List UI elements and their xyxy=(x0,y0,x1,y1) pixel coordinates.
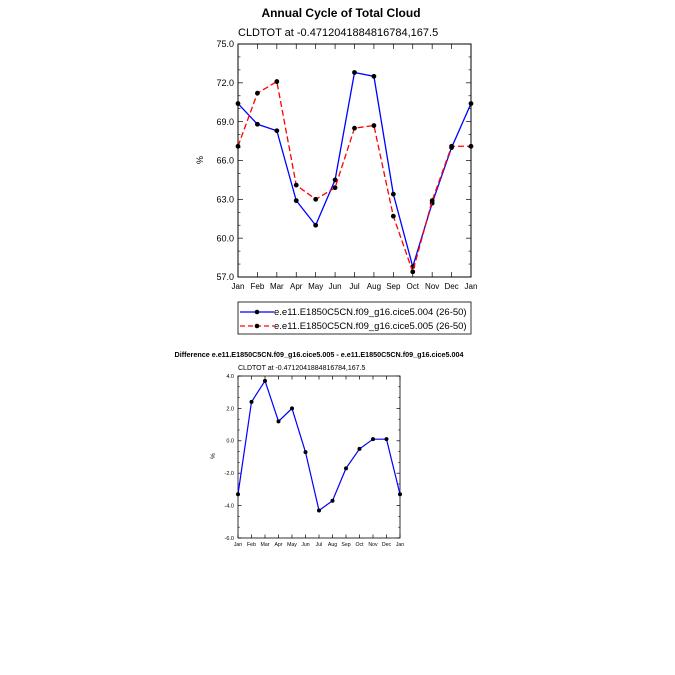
chart1-series-1-point xyxy=(469,101,474,106)
chart2-ytick-label: -2.0 xyxy=(224,471,234,478)
chart1-xtick-label: Jan xyxy=(464,282,478,291)
chart2-xtick-label: Apr xyxy=(274,542,283,548)
chart2-series-1-point xyxy=(250,400,254,404)
chart2-xtick-label: Jun xyxy=(301,542,310,548)
chart2-ytick-label: -6.0 xyxy=(224,535,234,542)
chart2-series-1-point xyxy=(398,492,402,496)
chart1-series-1-point xyxy=(391,192,396,197)
chart2-ytick-label: -4.0 xyxy=(224,503,234,510)
chart1-series-1-point xyxy=(372,74,377,79)
chart1-series-2-line xyxy=(238,82,471,272)
chart1-series-2-point xyxy=(469,144,474,149)
legend-entry-series-2: e.e11.E1850C5CN.f09_g16.cice5.005 (26-50) xyxy=(274,321,467,332)
chart2-series-1-point xyxy=(331,499,335,503)
chart1-series-2-point xyxy=(372,123,377,128)
chart1-subtitle: CLDTOT at -0.4712041884816784,167.5 xyxy=(238,27,439,39)
chart2-series-1-point xyxy=(344,466,348,470)
chart2-frame xyxy=(238,376,400,538)
chart2-xtick-label: Jan xyxy=(395,542,405,548)
chart2-xtick-label: Mar xyxy=(260,542,270,548)
chart1-series-2-point xyxy=(274,79,279,84)
chart2-series-1-point xyxy=(263,379,267,383)
chart1-xtick-label: Sep xyxy=(386,282,401,291)
chart1-series-2-point xyxy=(410,269,415,274)
chart1-series-1-point xyxy=(313,223,318,228)
chart1-xtick-label: Jun xyxy=(328,282,342,291)
chart1-ytick-label: 63.0 xyxy=(216,194,234,205)
chart1-xtick-label: Aug xyxy=(366,282,382,291)
chart2-xtick-label: Nov xyxy=(368,542,378,548)
chart1-ytick-label: 60.0 xyxy=(216,233,234,244)
chart1-y-axis-label: % xyxy=(195,155,205,165)
chart1-series-2-point xyxy=(294,183,299,188)
chart1-ytick-label: 57.0 xyxy=(216,272,234,283)
chart1-series-1-line xyxy=(238,72,471,266)
chart2-xtick-label: Oct xyxy=(355,542,364,548)
chart2-series-1-point xyxy=(277,419,281,423)
chart2-xtick-label: Sep xyxy=(341,542,351,548)
chart1-series-2-point xyxy=(391,214,396,219)
chart1-series-2-point xyxy=(430,198,435,203)
chart2-series-1-point xyxy=(236,492,240,496)
chart1-legend xyxy=(238,302,471,334)
chart1-series-1-point xyxy=(236,101,241,106)
chart1-xtick-label: Feb xyxy=(250,282,265,291)
chart2-xtick-label: May xyxy=(287,542,297,548)
chart1-title: Annual Cycle of Total Cloud xyxy=(261,6,421,20)
chart2-series-1-point xyxy=(358,447,362,451)
chart1-xtick-label: Mar xyxy=(269,282,284,291)
chart1-ytick-label: 75.0 xyxy=(216,39,234,50)
chart2-series-1-point xyxy=(290,406,294,410)
chart2-xtick-label: Aug xyxy=(327,542,338,548)
chart2-series-1-line xyxy=(238,381,400,511)
chart1-xtick-label: Dec xyxy=(444,282,459,291)
chart1-plot-area xyxy=(216,39,477,291)
chart2-xtick-label: Jul xyxy=(315,542,323,548)
chart1-series-1-point xyxy=(294,198,299,203)
chart1-frame xyxy=(238,44,471,277)
chart1-ytick-label: 69.0 xyxy=(216,116,234,127)
chart2-plot-area xyxy=(225,374,405,548)
chart1-series-2-point xyxy=(352,126,357,131)
chart1-series-2-point xyxy=(449,144,454,149)
chart1-xtick-label: May xyxy=(308,282,324,291)
chart1-series-2-point xyxy=(313,197,318,202)
chart1-xtick-label: Jul xyxy=(349,282,360,291)
chart2-y-axis-label: % xyxy=(210,453,217,459)
chart2-ytick-label: 2.0 xyxy=(226,406,234,413)
chart2-xtick-label: Dec xyxy=(381,542,392,548)
chart2-series-1-point xyxy=(371,437,375,441)
legend-entry-series-1: e.e11.E1850C5CN.f09_g16.cice5.004 (26-50) xyxy=(274,307,467,318)
chart1-series-1-point xyxy=(255,122,260,127)
chart1-series-2-point xyxy=(333,185,338,190)
chart2-series-1-point xyxy=(317,508,321,512)
chart1-xtick-label: Apr xyxy=(290,282,303,291)
chart1-xtick-label: Jan xyxy=(231,282,245,291)
chart2-ytick-label: 0.0 xyxy=(226,438,234,445)
chart1-ytick-label: 72.0 xyxy=(216,77,234,88)
chart1-series-2-point xyxy=(255,91,260,96)
chart1-xtick-label: Oct xyxy=(406,282,419,291)
chart1-series-2-point xyxy=(236,144,241,149)
chart1-series-1-point xyxy=(352,70,357,75)
chart2-subtitle: CLDTOT at -0.4712041884816784,167.5 xyxy=(238,365,366,372)
chart1-ytick-label: 66.0 xyxy=(216,155,234,166)
chart1-series-1-point xyxy=(274,128,279,133)
chart2-xtick-label: Feb xyxy=(247,542,256,548)
chart2-ytick-label: 4.0 xyxy=(226,373,234,380)
chart2-xtick-label: Jan xyxy=(233,542,243,548)
chart2-series-1-point xyxy=(385,437,389,441)
chart2-title: Difference e.e11.E1850C5CN.f09_g16.cice5.005 - e.e11.E1850C5CN.f09_g16.cice5.004 xyxy=(174,350,464,359)
chart2-series-1-point xyxy=(304,450,308,454)
chart1-xtick-label: Nov xyxy=(425,282,440,291)
